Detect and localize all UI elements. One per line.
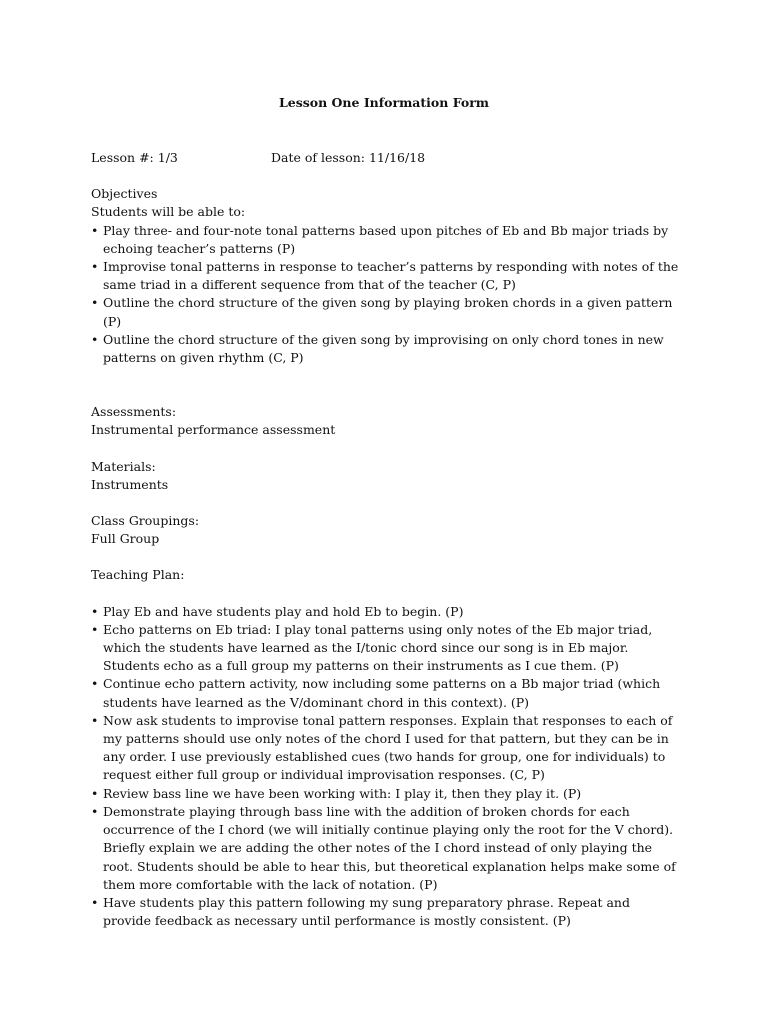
class-groupings-heading: Class Groupings: — [91, 513, 200, 529]
plan-step-text: Demonstrate playing through bass line with the addition of broken chords for each occurrence of the I chord (we will initially continue playing only the root for the V chord). Briefly explain we are adding the other notes of the I chord instead of only playing the root. Students should be able to hear this, but theoretical explanation helps make some of them more comfortable with the lack of notation. (P) — [103, 803, 676, 892]
class-groupings-value: Full Group — [91, 531, 160, 547]
teaching-plan-section — [91, 566, 681, 930]
class-groupings-section — [91, 512, 681, 548]
materials-section — [91, 458, 681, 494]
list-item — [91, 894, 681, 930]
materials-value: Instruments — [91, 476, 169, 492]
list-item — [91, 712, 681, 785]
objective-text: Outline the chord structure of the given song by improvising on only chord tones in new patterns on given rhythm (C, P) — [103, 331, 664, 366]
bullet-glyph: • — [91, 676, 99, 692]
plan-step-text: Echo patterns on Eb triad: I play tonal patterns using only notes of the Eb major triad, which the students have learned as the I/tonic chord since our song is in Eb major. Students echo as a full group my patterns on their instruments as I cue them. (P) — [103, 621, 653, 674]
assessments-heading: Assessments: — [91, 404, 177, 420]
list-item — [91, 621, 681, 676]
lesson-date: Date of lesson: 11/16/18 — [271, 150, 426, 165]
list-item — [91, 258, 681, 294]
document-body — [91, 149, 681, 930]
list-item — [91, 803, 681, 894]
plan-step-text: Now ask students to improvise tonal pattern responses. Explain that responses to each of my patterns should use only notes of the chord I used for that pattern, but they can be in any order. I use previously established cues (two hands for group, one for individuals) to request either full group or individual improvisation responses. (C, P) — [103, 712, 673, 783]
bullet-glyph: • — [91, 894, 99, 910]
objectives-section — [91, 185, 681, 367]
plan-step-text: Have students play this pattern following my sung preparatory phrase. Repeat and provide feedback as necessary until performance is mostly consistent. (P) — [103, 894, 630, 929]
teaching-plan-list — [91, 603, 681, 931]
list-item — [91, 603, 681, 621]
objectives-intro: Students will be able to: — [91, 204, 246, 220]
plan-step-text: Review bass line we have been working with: I play it, then they play it. (P) — [103, 785, 582, 801]
bullet-glyph: • — [91, 331, 99, 347]
lesson-number: Lesson #: 1/3 — [91, 150, 178, 165]
bullet-glyph: • — [91, 259, 99, 275]
bullet-glyph: • — [91, 295, 99, 311]
plan-step-text: Continue echo pattern activity, now including some patterns on a Bb major triad (which students have learned as the V/dominant chord in this context). (P) — [103, 676, 661, 710]
teaching-plan-heading: Teaching Plan: — [91, 567, 185, 583]
objectives-list — [91, 222, 681, 368]
list-item — [91, 222, 681, 258]
bullet-glyph: • — [91, 785, 99, 801]
objective-text: Play three- and four-note tonal patterns based upon pitches of Eb and Bb major triads by echoing teacher’s patterns (P) — [103, 222, 669, 256]
objective-text: Improvise tonal patterns in response to teacher’s patterns by responding with notes of the same triad in a different sequence from that of the teacher (C, P) — [103, 259, 679, 293]
bullet-glyph: • — [91, 803, 99, 819]
lesson-info-row — [91, 149, 681, 167]
page-title: Lesson One Information Form — [278, 95, 490, 110]
assessments-value: Instrumental performance assessment — [91, 422, 336, 438]
list-item — [91, 294, 681, 330]
bullet-glyph: • — [91, 222, 99, 238]
objectives-heading: Objectives — [91, 186, 158, 202]
list-item — [91, 331, 681, 367]
materials-heading: Materials: — [91, 458, 156, 474]
plan-step-text: Play Eb and have students play and hold Eb to begin. (P) — [103, 603, 464, 619]
bullet-glyph: • — [91, 621, 99, 637]
bullet-glyph: • — [91, 603, 99, 619]
assessments-section — [91, 403, 681, 439]
objective-text: Outline the chord structure of the given song by playing broken chords in a given pattern (P) — [103, 295, 673, 329]
list-item — [91, 785, 681, 803]
bullet-glyph: • — [91, 712, 99, 728]
list-item — [91, 675, 681, 711]
